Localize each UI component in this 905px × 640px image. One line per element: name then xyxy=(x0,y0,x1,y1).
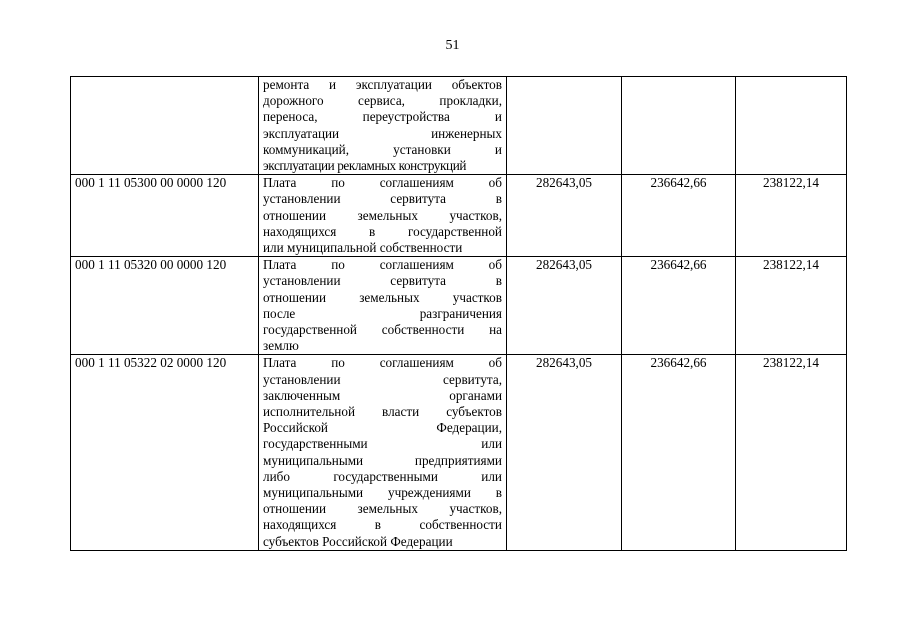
description-line: установлении сервитута в xyxy=(263,191,502,207)
table-row xyxy=(71,355,847,550)
description-line: находящихся в государственной xyxy=(263,223,502,239)
description-line: заключенным органами xyxy=(263,387,502,403)
value-cell-3 xyxy=(736,77,847,175)
table-row xyxy=(71,175,847,257)
value-cell-2: 236642,66 xyxy=(622,175,736,257)
value-cell-3: 238122,14 xyxy=(736,257,847,355)
table-row xyxy=(71,257,847,355)
description-line: государственными или xyxy=(263,436,502,452)
description-line: муниципальными предприятиями xyxy=(263,452,502,468)
description-line: находящихся в собственности xyxy=(263,517,502,533)
description-line: исполнительной власти субъектов xyxy=(263,404,502,420)
description-line: коммуникаций, установки и xyxy=(263,141,502,157)
budget-code-cell xyxy=(71,77,259,175)
description-line: землю xyxy=(263,338,299,354)
description-line: отношении земельных участков, xyxy=(263,207,502,223)
value-cell-1: 282643,05 xyxy=(507,175,622,257)
description-cell xyxy=(259,175,507,257)
description-line: переноса, переустройства и xyxy=(263,109,502,125)
description-cell xyxy=(259,257,507,355)
description-line: Российской Федерации, xyxy=(263,420,502,436)
description-line: установлении сервитута, xyxy=(263,371,502,387)
description-line: Плата по соглашениям об xyxy=(263,355,502,371)
value-cell-2: 236642,66 xyxy=(622,257,736,355)
description-line: отношении земельных участков xyxy=(263,289,502,305)
description-cell xyxy=(259,77,507,175)
description-line: дорожного сервиса, прокладки, xyxy=(263,93,502,109)
description-line: после разграничения xyxy=(263,305,502,321)
description-line: установлении сервитута в xyxy=(263,273,502,289)
description-line: субъектов Российской Федерации xyxy=(263,533,453,549)
description-line: либо государственными или xyxy=(263,468,502,484)
description-line: отношении земельных участков, xyxy=(263,501,502,517)
description-cell xyxy=(259,355,507,550)
value-cell-3: 238122,14 xyxy=(736,175,847,257)
description-line: муниципальными учреждениями в xyxy=(263,485,502,501)
budget-revenue-table xyxy=(70,76,847,551)
description-line: ремонта и эксплуатации объектов xyxy=(263,77,502,92)
value-cell-3: 238122,14 xyxy=(736,355,847,550)
value-cell-1 xyxy=(507,77,622,175)
value-cell-2 xyxy=(622,77,736,175)
value-cell-2: 236642,66 xyxy=(622,355,736,550)
budget-code-cell: 000 1 11 05300 00 0000 120 xyxy=(71,175,259,257)
value-cell-1: 282643,05 xyxy=(507,257,622,355)
description-line: Плата по соглашениям об xyxy=(263,175,502,191)
budget-code-cell: 000 1 11 05322 02 0000 120 xyxy=(71,355,259,550)
description-line: эксплуатации рекламных конструкций xyxy=(263,158,467,174)
description-line: государственной собственности на xyxy=(263,322,502,338)
description-line: или муниципальной собственности xyxy=(263,240,463,256)
description-line: эксплуатации инженерных xyxy=(263,125,502,141)
description-line: Плата по соглашениям об xyxy=(263,257,502,273)
budget-code-cell: 000 1 11 05320 00 0000 120 xyxy=(71,257,259,355)
page-number: 51 xyxy=(445,38,460,53)
value-cell-1: 282643,05 xyxy=(507,355,622,550)
table-row xyxy=(71,77,847,175)
